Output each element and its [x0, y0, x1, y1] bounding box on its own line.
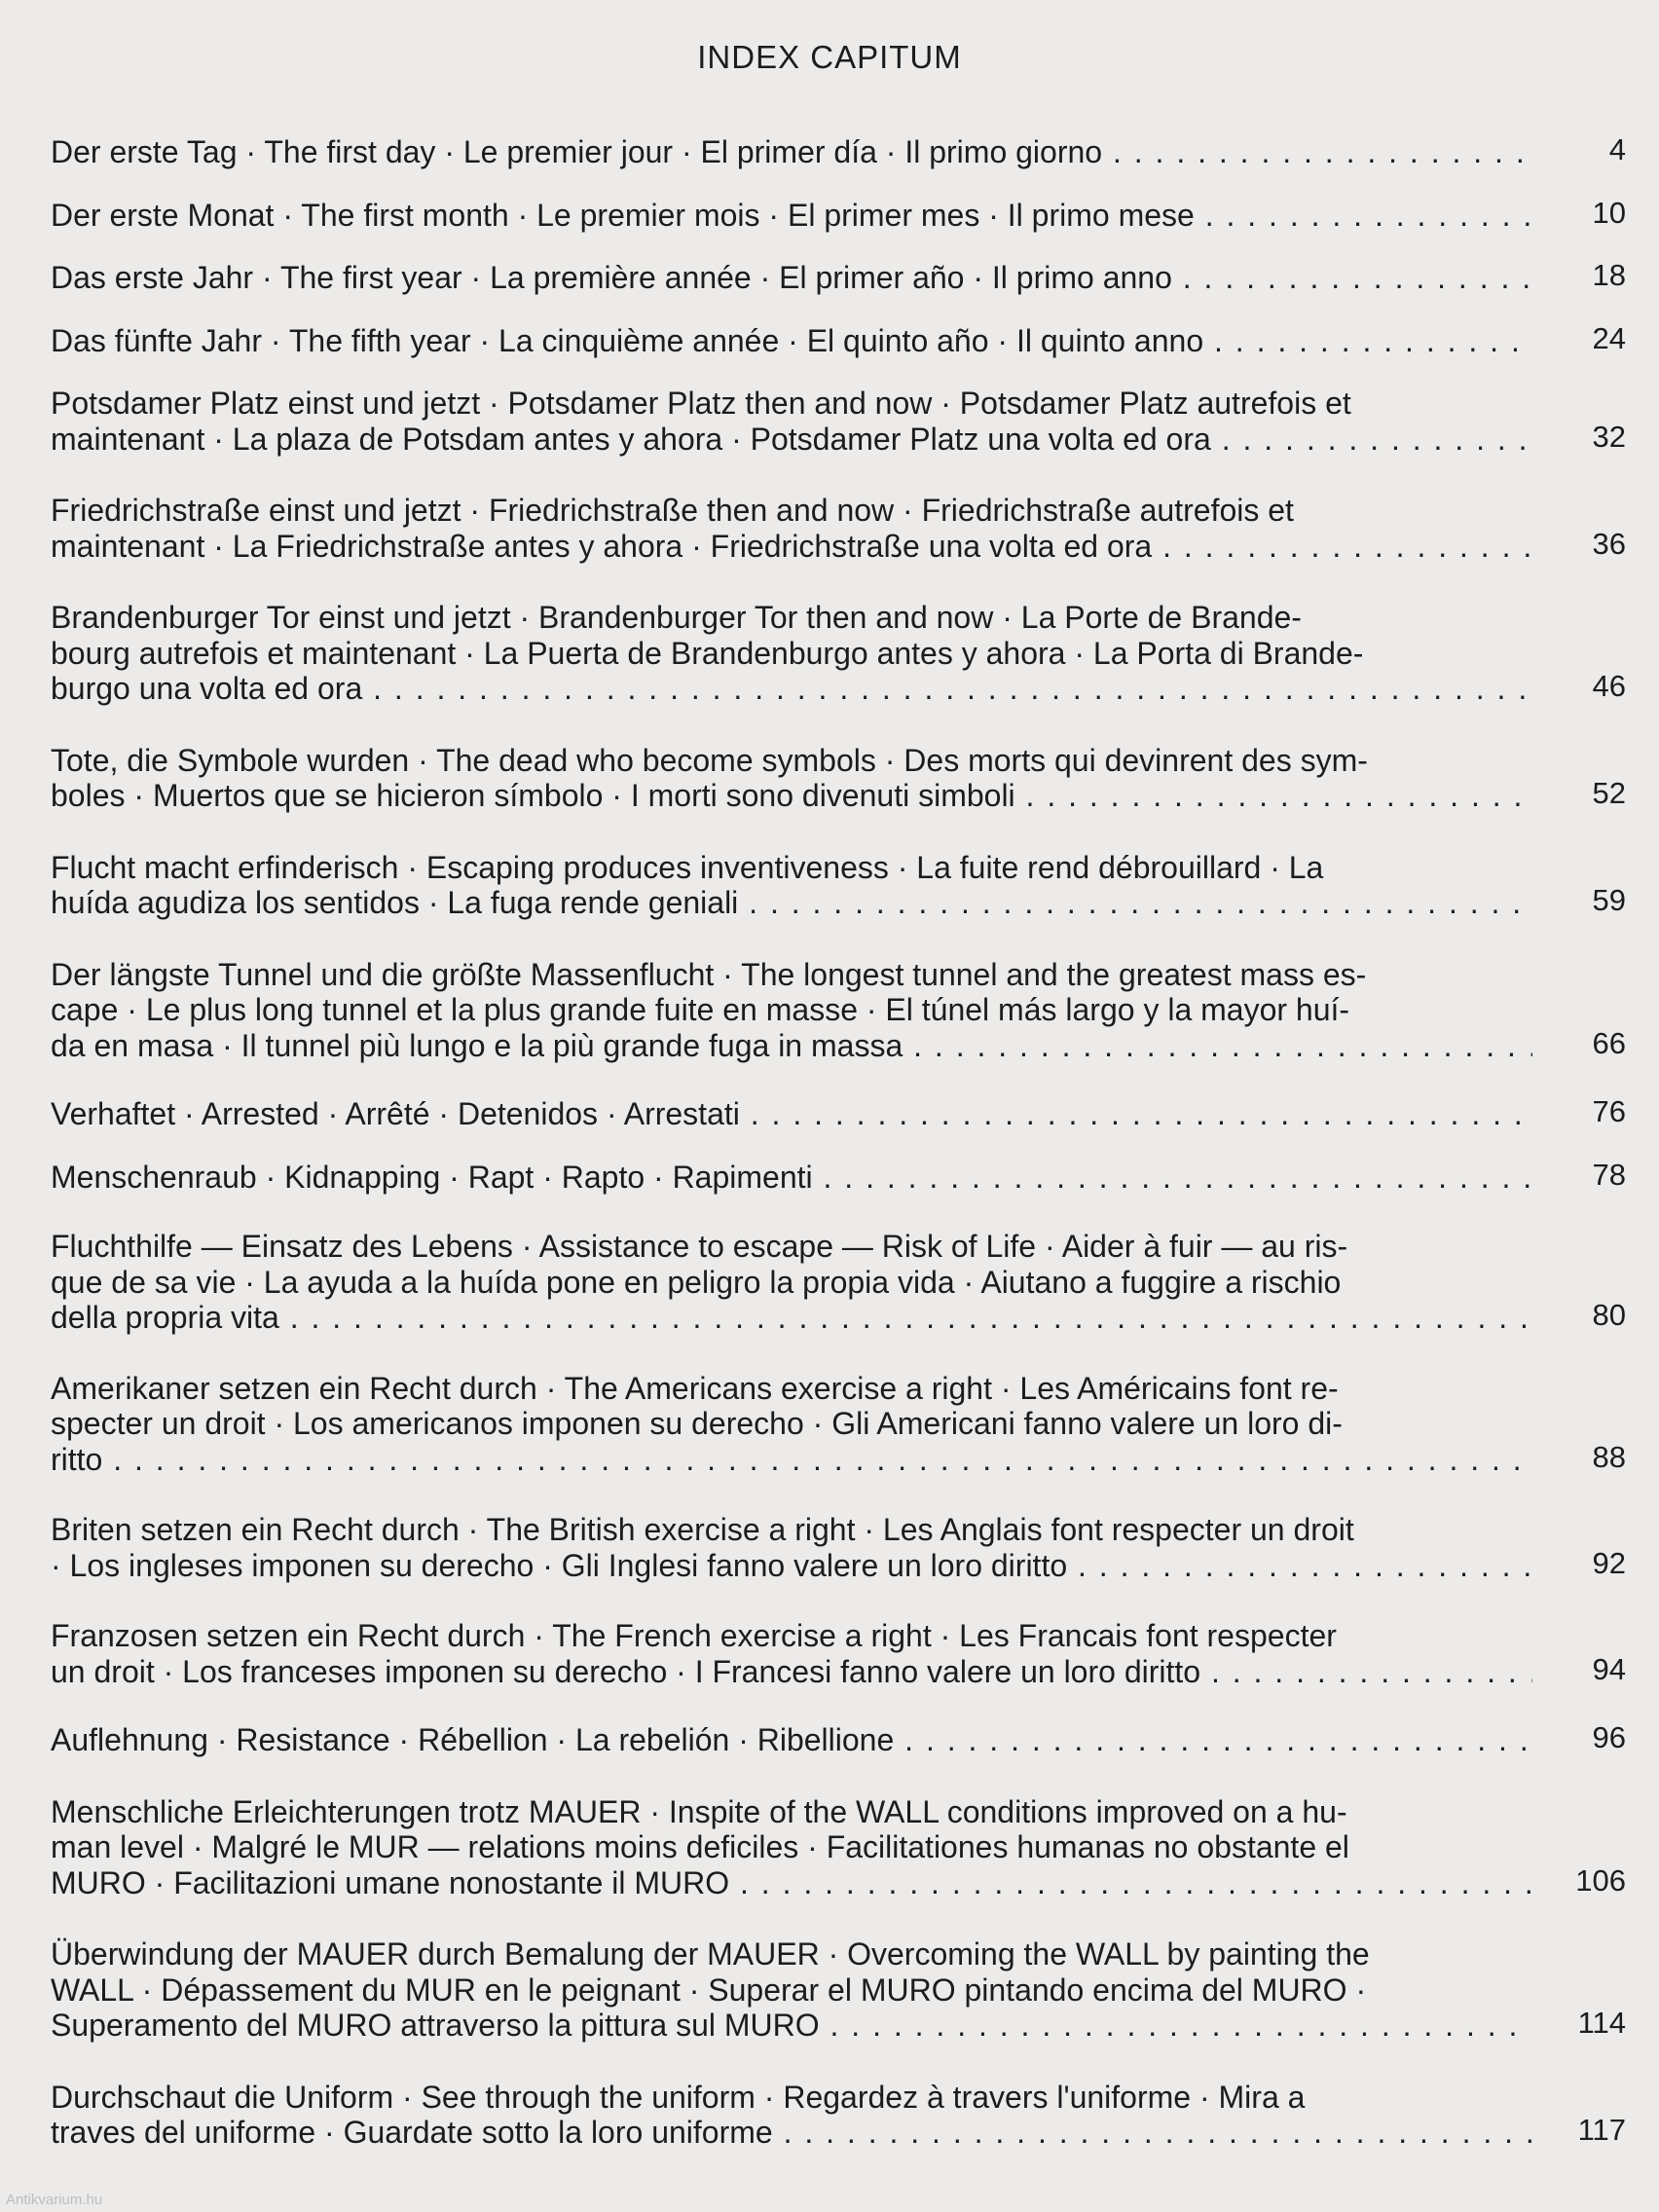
toc-entry-title — [51, 1722, 1532, 1758]
toc-entry — [51, 1371, 1628, 1478]
toc-page-number: 59 — [1592, 883, 1626, 917]
toc-entry-line: Das erste Jahr · The first year · La première année · El primer año · Il primo anno . . . — [51, 260, 1532, 296]
toc-entry-title — [51, 1371, 1532, 1478]
toc-page-number: 66 — [1592, 1025, 1626, 1060]
toc-entry-line: Der erste Tag · The first day · Le premier jour · El primer día · Il primo giorno . . . — [51, 134, 1532, 170]
toc-entry-line: burgo una volta ed ora . . . — [51, 671, 1532, 707]
toc-entry-title — [51, 1512, 1532, 1583]
toc-entry-line: un droit · Los franceses imponen su derecho · I Francesi fanno valere un loro diritto . . . — [51, 1654, 1532, 1690]
toc-page-number: 117 — [1577, 2113, 1626, 2147]
toc-entry — [51, 195, 1628, 234]
toc-page-number: 94 — [1592, 1651, 1626, 1686]
page-title: INDEX CAPITUM — [697, 39, 962, 75]
toc-entry — [51, 600, 1628, 707]
toc-entry-title — [51, 743, 1532, 814]
toc-entry-line: Flucht macht erfinderisch · Escaping produces inventiveness · La fuite rend débrouillard · La — [51, 849, 1324, 885]
toc-entry-line: Amerikaner setzen ein Recht durch · The Americans exercise a right · Les Américains font re- — [51, 1370, 1339, 1406]
toc-entry-line: Auflehnung · Resistance · Rébellion · La rebelión · Ribellione . . . — [51, 1722, 1532, 1758]
toc-entry-line: man level · Malgré le MUR — relations moins deficiles · Facilitationes humanas no obstante el — [51, 1829, 1349, 1864]
toc-entry-title — [51, 1936, 1532, 2044]
toc-page-number: 106 — [1575, 1862, 1626, 1898]
toc-entry — [51, 850, 1628, 921]
toc-entry — [51, 1229, 1628, 1336]
toc-entry-title — [51, 1794, 1532, 1901]
toc-entry-title — [51, 957, 1532, 1064]
toc-entry — [51, 260, 1628, 296]
toc-entry-line: bourg autrefois et maintenant · La Puerta de Brandenburgo antes y ahora · La Porta di Brande- — [51, 635, 1364, 671]
toc-entry — [51, 1096, 1628, 1132]
toc-entry — [51, 134, 1628, 170]
toc-entry-line: Brandenburger Tor einst und jetzt · Brandenburger Tor then and now · La Porte de Brande- — [51, 600, 1302, 635]
toc-page-number: 96 — [1592, 1720, 1626, 1754]
toc-entry-line: Franzosen setzen ein Recht durch · The French exercise a right · Les Francais font respecter — [51, 1618, 1337, 1653]
toc-entry-title — [51, 386, 1532, 457]
toc-entry-line: WALL · Dépassement du MUR en le peignant · Superar el MURO pintando encima del MURO · — [51, 1972, 1367, 2008]
toc-entry-line: Durchschaut die Uniform · See through the uniform · Regardez à travers l'uniforme · Mira a — [51, 2079, 1306, 2115]
toc-entry-line: Potsdamer Platz einst und jetzt · Potsdamer Platz then and now · Potsdamer Platz autrefois et — [51, 386, 1351, 421]
toc-entry-line: traves del uniforme · Guardate sotto la loro uniforme . . . — [51, 2115, 1532, 2151]
toc-entry-line: maintenant · La plaza de Potsdam antes y ahora · Potsdamer Platz una volta ed ora . . . — [51, 422, 1532, 458]
toc-entry-title — [51, 198, 1532, 234]
toc-entry-line: cape · Le plus long tunnel et la plus grande fuite en masse · El túnel más largo y la mayor huí- — [51, 992, 1350, 1027]
toc-page-number: 18 — [1592, 258, 1626, 292]
toc-entry-line: Das fünfte Jahr · The fifth year · La cinquième année · El quinto año · Il quinto anno . . . — [51, 323, 1532, 359]
toc-entry — [51, 743, 1628, 814]
toc-entry — [51, 386, 1628, 457]
toc-page-number: 80 — [1592, 1298, 1626, 1332]
toc-entry-line: Briten setzen ein Recht durch · The British exercise a right · Les Anglais font respecter un droit — [51, 1512, 1354, 1547]
toc-entry — [51, 957, 1628, 1064]
toc-entry-line: MURO · Facilitazioni umane nonostante il MURO . . . — [51, 1865, 1532, 1901]
toc-entry-title — [51, 1096, 1532, 1132]
toc-entry-line: Superamento del MURO attraverso la pittura sul MURO . . . — [51, 2008, 1532, 2044]
toc-entry — [51, 1512, 1628, 1583]
toc-entry-line: Der längste Tunnel und die größte Massenflucht · The longest tunnel and the greatest mass es- — [51, 956, 1367, 992]
toc-entry — [51, 320, 1628, 359]
watermark: Antikvarium.hu — [6, 2192, 103, 2208]
toc-page-number: 46 — [1592, 669, 1626, 703]
toc-entry-line: Der erste Monat · The first month · Le premier mois · El primer mes · Il primo mese . . . — [51, 198, 1532, 234]
toc-entry — [51, 1618, 1628, 1689]
toc-entry-line: Fluchthilfe — Einsatz des Lebens · Assistance to escape — Risk of Life · Aider à fuir — au ris- — [51, 1229, 1348, 1264]
toc-entry-title — [51, 1160, 1532, 1196]
toc-entry-line: specter un droit · Los americanos imponen su derecho · Gli Americani fanno valere un loro di- — [51, 1406, 1343, 1441]
toc-entry-line: Menschliche Erleichterungen trotz MAUER · Inspite of the WALL conditions improved on a hu- — [51, 1793, 1347, 1829]
table-of-contents — [51, 134, 1628, 2151]
toc-entry-line: boles · Muertos que se hicieron símbolo · I morti sono divenuti simboli . . . — [51, 778, 1532, 814]
toc-entry — [51, 1936, 1628, 2044]
toc-page-number: 24 — [1592, 320, 1626, 355]
toc-page-number: 78 — [1592, 1157, 1626, 1192]
toc-page-number: 76 — [1592, 1094, 1626, 1128]
toc-page-number: 36 — [1592, 526, 1626, 561]
toc-entry-title — [51, 1618, 1532, 1689]
toc-entry — [51, 2080, 1628, 2151]
toc-entry-line: Friedrichstraße einst und jetzt · Friedrichstraße then and now · Friedrichstraße autrefois et — [51, 493, 1294, 528]
toc-entry-line: ritto . . . — [51, 1442, 1532, 1478]
toc-entry-line: que de sa vie · La ayuda a la huída pone en peligro la propia vida · Aiutano a fuggire a rischio — [51, 1264, 1342, 1300]
toc-entry-title — [51, 1229, 1532, 1336]
toc-entry-title — [51, 600, 1532, 707]
toc-entry-line: Menschenraub · Kidnapping · Rapt · Rapto · Rapimenti . . . — [51, 1160, 1532, 1196]
toc-page-number: 32 — [1592, 419, 1626, 454]
toc-entry-line: Tote, die Symbole wurden · The dead who become symbols · Des morts qui devinrent des sym- — [51, 742, 1368, 778]
toc-entry-title — [51, 850, 1532, 921]
toc-entry-title — [51, 2080, 1532, 2151]
toc-entry-title — [51, 323, 1532, 359]
toc-entry — [51, 1794, 1628, 1901]
toc-page-number: 114 — [1577, 2006, 1626, 2040]
toc-page-number: 4 — [1608, 132, 1626, 166]
toc-entry-line: Überwindung der MAUER durch Bemalung der MAUER · Overcoming the WALL by painting the — [51, 1936, 1370, 1972]
toc-entry — [51, 1722, 1628, 1758]
toc-entry-line: maintenant · La Friedrichstraße antes y ahora · Friedrichstraße una volta ed ora . . . — [51, 529, 1532, 565]
toc-entry — [51, 1157, 1628, 1196]
toc-entry-title — [51, 493, 1532, 564]
toc-entry-line: Verhaftet · Arrested · Arrêté · Detenidos · Arrestati . . . — [51, 1096, 1532, 1132]
toc-page-number: 92 — [1592, 1545, 1626, 1580]
toc-entry — [51, 493, 1628, 564]
toc-page-number: 10 — [1592, 195, 1626, 230]
toc-entry-line: della propria vita . . . — [51, 1300, 1532, 1336]
toc-entry-line: da en masa · Il tunnel più lungo e la più grande fuga in massa . . . — [51, 1028, 1532, 1064]
toc-entry-line: huída agudiza los sentidos · La fuga rende geniali . . . — [51, 885, 1532, 921]
toc-page-number: 88 — [1592, 1439, 1626, 1474]
toc-page-number: 52 — [1592, 776, 1626, 810]
toc-entry-title — [51, 260, 1532, 296]
toc-entry-line: · Los ingleses imponen su derecho · Gli Inglesi fanno valere un loro diritto . . . — [51, 1548, 1532, 1584]
toc-entry-title — [51, 134, 1532, 170]
